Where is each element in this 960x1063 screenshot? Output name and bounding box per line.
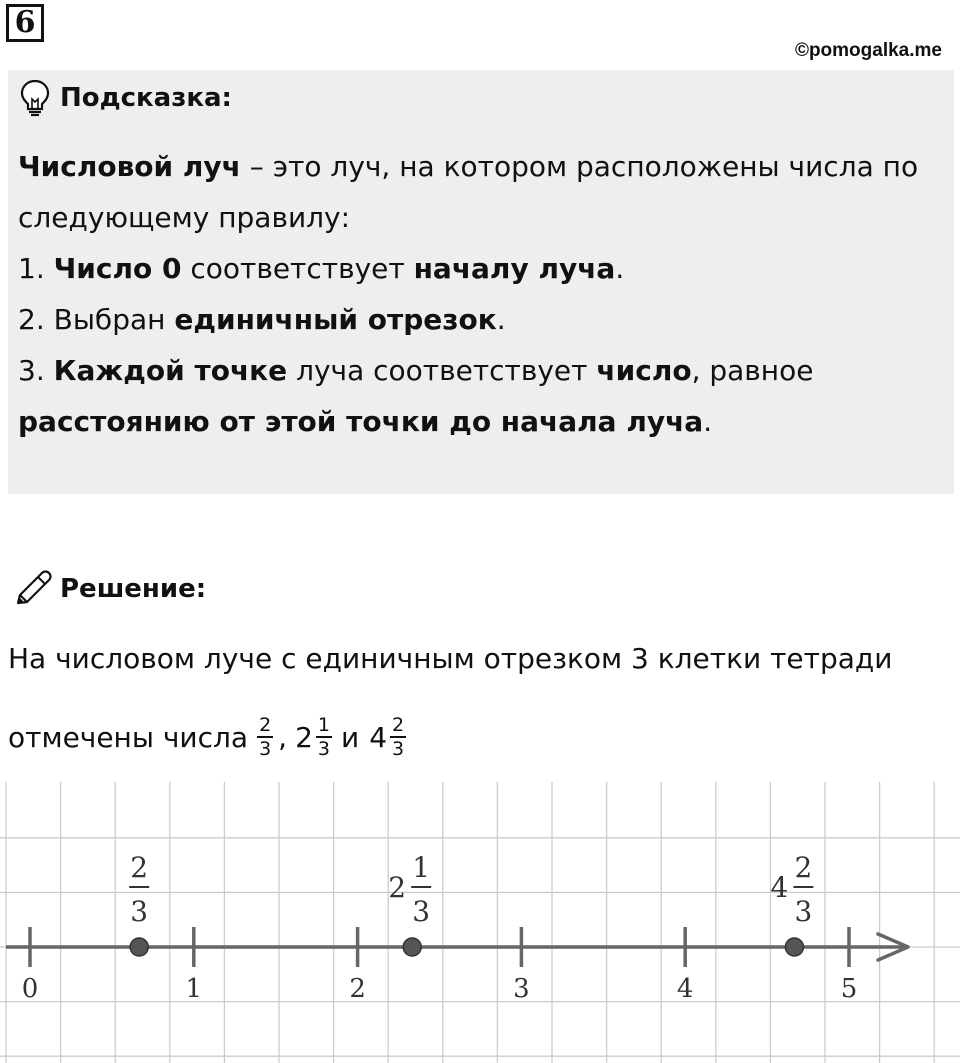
solution-text-prefix: отмечены числа bbox=[8, 720, 249, 754]
hint-bold-run: Числовой луч bbox=[18, 150, 241, 183]
watermark: ©pomogalka.me bbox=[794, 40, 942, 61]
point-label-whole: 4 bbox=[770, 871, 789, 904]
hint-text-run: – это луч, на котором расположены числа по следующему правилу: bbox=[18, 150, 919, 234]
hint-paragraph bbox=[18, 243, 946, 294]
marked-point bbox=[403, 938, 421, 956]
tick-label: 0 bbox=[21, 974, 39, 1004]
conjunction: и bbox=[341, 720, 360, 754]
hint-text-run: 2. Выбран bbox=[18, 303, 175, 336]
comma-separator: , bbox=[278, 720, 288, 754]
hint-text-run: , равное bbox=[691, 354, 814, 387]
hint-text-run: . bbox=[496, 303, 506, 336]
task-number-badge: 6 bbox=[6, 4, 44, 42]
hint-bold-run: началу луча bbox=[413, 252, 616, 285]
fraction-four-and-two-thirds: 4 $\frac{2}{3}$ bbox=[369, 714, 405, 760]
solution-title: Решение: bbox=[60, 574, 207, 604]
point-label-denominator: 3 bbox=[794, 895, 813, 928]
number-line-figure bbox=[0, 782, 960, 1063]
fraction-two-and-one-third: 2 $\frac{1}{3}$ bbox=[295, 714, 330, 760]
hint-bold-run: Каждой точке bbox=[53, 354, 288, 387]
hint-text-run: 3. bbox=[18, 354, 54, 387]
tick-label: 4 bbox=[676, 974, 694, 1004]
hint-paragraph bbox=[18, 345, 946, 447]
fraction-two-thirds: $\frac{2}{3}$ bbox=[259, 714, 272, 760]
hint-text-run: соответствует bbox=[181, 252, 414, 285]
tick-label: 2 bbox=[349, 974, 366, 1004]
hint-bold-run: Число 0 bbox=[53, 252, 182, 285]
solution-text-line2 bbox=[8, 702, 409, 772]
pencil-icon bbox=[10, 567, 54, 611]
hint-text-run: 1. bbox=[18, 252, 54, 285]
hint-title: Подсказка: bbox=[60, 83, 232, 113]
number-line-svg bbox=[0, 782, 960, 1063]
marked-point bbox=[785, 938, 803, 956]
hint-text-run: луча соответствует bbox=[287, 354, 597, 387]
hint-bold-run: число bbox=[596, 354, 692, 387]
hint-bold-run: единичный отрезок bbox=[174, 303, 497, 336]
solution-header bbox=[10, 566, 206, 612]
hint-text-run: . bbox=[615, 252, 625, 285]
hint-paragraph bbox=[18, 141, 946, 243]
marked-point bbox=[130, 938, 148, 956]
point-label-denominator: 3 bbox=[412, 895, 431, 928]
point-label-whole: 2 bbox=[388, 871, 407, 904]
hint-bold-run: расстоянию от этой точки до начала луча bbox=[18, 405, 704, 438]
solution-text-line1: На числовом луче с единичным отрезком 3 клетки тетради bbox=[8, 642, 893, 675]
hint-text bbox=[18, 141, 946, 447]
hint-text-run: . bbox=[703, 405, 713, 438]
hint-paragraph bbox=[18, 294, 946, 345]
lightbulb-icon bbox=[20, 79, 50, 117]
point-label-numerator: 2 bbox=[130, 851, 149, 884]
hint-header bbox=[20, 76, 232, 120]
point-label-denominator: 3 bbox=[130, 895, 149, 928]
tick-label: 3 bbox=[513, 974, 530, 1004]
tick-label: 5 bbox=[840, 974, 858, 1004]
tick-label: 1 bbox=[185, 974, 203, 1004]
point-label-numerator: 1 bbox=[412, 851, 431, 884]
point-label-numerator: 2 bbox=[794, 851, 813, 884]
